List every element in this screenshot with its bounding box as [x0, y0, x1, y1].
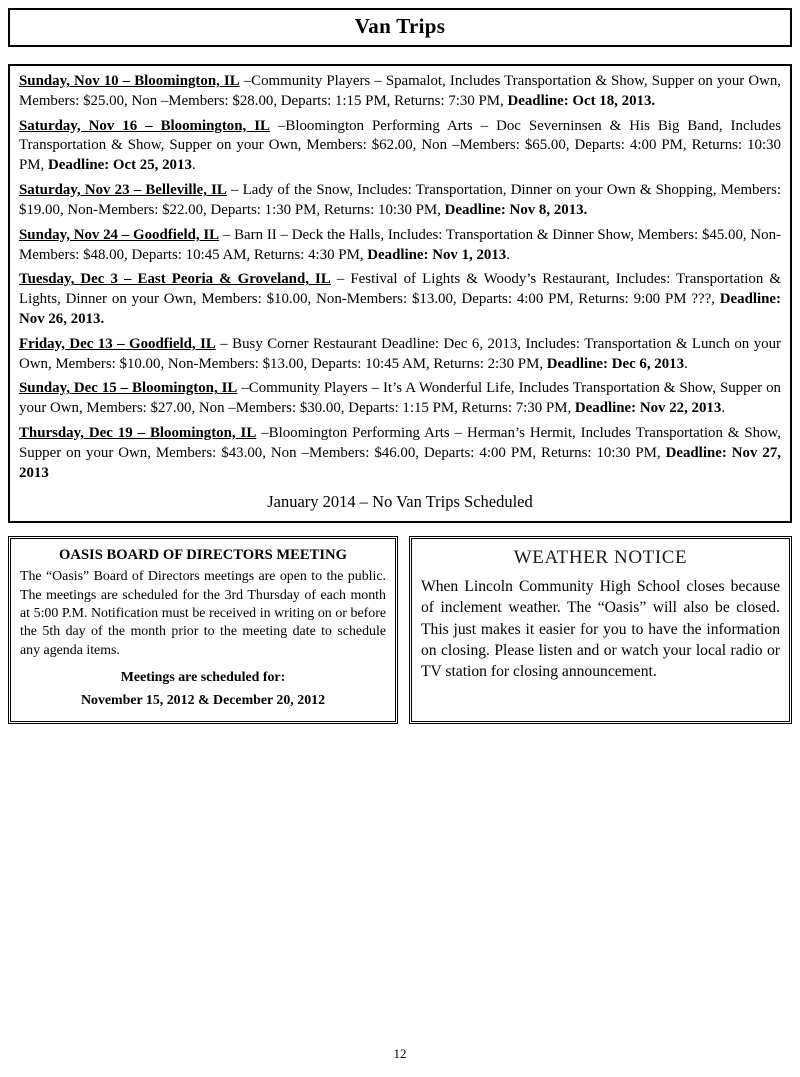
weather-notice-title: WEATHER NOTICE [513, 547, 688, 569]
bottom-notice-row [8, 536, 792, 724]
trip-deadline: Deadline: Nov 8, 2013. [444, 201, 588, 218]
trip-suffix: . [191, 157, 196, 174]
page-number: 12 [393, 1046, 407, 1061]
trip-entry [19, 424, 781, 483]
trip-heading: Saturday, Nov 23 – Belleville, IL [19, 182, 227, 199]
trip-details: – Festival of Lights & Woody’s Restaurant, Includes: Transportation & Lights, Dinner on your Own, Members: $10.00, Non-Members: $13.00, Departs: 4:00 PM, Returns: 9:00 PM ???, [19, 271, 781, 308]
trip-deadline: Deadline: Oct 18, 2013. [507, 92, 656, 109]
board-meeting-schedule-dates: November 15, 2012 & December 20, 2012 [80, 693, 326, 709]
page-title-box [8, 8, 792, 47]
weather-notice-body: When Lincoln Community High School closes because of inclement weather. The “Oasis” will also be closed. This just makes it easier for you to have the information on closing. Please listen and or watch your local radio or TV station for closing announcement. [421, 578, 780, 680]
trip-details: –Bloomington Performing Arts – Doc Severninsen & His Big Band, Includes Transportation & Show, Supper on your Own, Members: $62.00, Non –Members: $65.00, Departs: 4:00 PM, Returns: 10:30 PM, [19, 117, 781, 174]
van-trips-list [8, 64, 792, 523]
trip-suffix: . [684, 355, 688, 372]
trip-deadline: Deadline: Nov 26, 2013. [19, 291, 781, 327]
trip-entry [19, 270, 781, 329]
trip-heading: Sunday, Nov 24 – Goodfield, IL [19, 226, 220, 243]
trip-details: –Community Players – Spamalot, Includes Transportation & Show, Supper on your Own, Members: $25.00, Non –Members: $28.00, Departs: 1:15 PM, Returns: 7:30 PM, [19, 73, 781, 109]
trip-deadline: Deadline: Dec 6, 2013 [546, 355, 685, 372]
trip-heading: Sunday, Dec 15 – Bloomington, IL [19, 380, 238, 397]
no-trips-note: January 2014 – No Van Trips Scheduled [267, 492, 533, 512]
trip-entry [19, 72, 781, 112]
board-meeting-box [8, 536, 398, 724]
trip-details: –Community Players – It’s A Wonderful Life, Includes Transportation & Show, Supper on your Own, Members: $27.00, Non –Members: $30.00, Departs: 1:15 PM, Returns: 7:30 PM, [19, 380, 781, 417]
trip-details: –Bloomington Performing Arts – Herman’s Hermit, Includes Transportation & Show, Supper on your Own, Members: $43.00, Non –Members: $46.00, Departs: 4:00 PM, Returns: 10:30 PM, [19, 425, 781, 461]
trip-entry [19, 181, 781, 221]
trip-details: – Lady of the Snow, Includes: Transportation, Dinner on your Own & Shopping, Members: $19.00, Non-Members: $22.00, Departs: 1:30 PM, Returns: 10:30 PM, [19, 182, 781, 218]
trip-details: – Barn II – Deck the Halls, Includes: Transportation & Dinner Show, Members: $45.00, Non-Members: $48.00, Departs: 10:45 AM, Returns: 4:30 PM, [19, 226, 781, 263]
trip-suffix: . [721, 400, 726, 417]
board-meeting-schedule-label: Meetings are scheduled for: [120, 670, 286, 686]
trip-heading: Friday, Dec 13 – Goodfield, IL [19, 335, 216, 352]
trip-suffix: . [506, 246, 510, 263]
trip-deadline: Deadline: Nov 1, 2013 [367, 246, 507, 263]
trip-deadline: Deadline: Nov 22, 2013 [574, 400, 722, 417]
board-meeting-body: The “Oasis” Board of Directors meetings are open to the public. The meetings are scheduled for the 3rd Thursday of each month at 5:00 P.M. Notification must be received in writing on or before the 5th day of the month prior to the meeting date to schedule any agenda items. [20, 569, 386, 658]
trip-heading: Thursday, Dec 19 – Bloomington, IL [19, 425, 257, 441]
trip-entry [19, 117, 781, 176]
page-title: Van Trips [354, 14, 446, 38]
trip-heading: Tuesday, Dec 3 – East Peoria & Groveland, IL [19, 271, 331, 288]
trip-entry [19, 226, 781, 266]
trip-entry [19, 379, 781, 419]
trip-deadline: Deadline: Oct 25, 2013 [47, 157, 192, 174]
trip-deadline: Deadline: Nov 27, 2013 [19, 444, 782, 481]
board-meeting-title: OASIS BOARD OF DIRECTORS MEETING [59, 547, 347, 564]
trip-heading: Sunday, Nov 10 – Bloomington, IL [19, 73, 240, 89]
trip-details: – Busy Corner Restaurant Deadline: Dec 6, 2013, Includes: Transportation & Lunch on your Own, Members: $10.00, Non-Members: $13.00, Departs: 10:45 AM, Returns: 2:30 PM, [19, 335, 781, 372]
weather-notice-box [409, 536, 792, 724]
trip-entry [19, 335, 781, 375]
trip-heading: Saturday, Nov 16 – Bloomington, IL [19, 117, 270, 134]
